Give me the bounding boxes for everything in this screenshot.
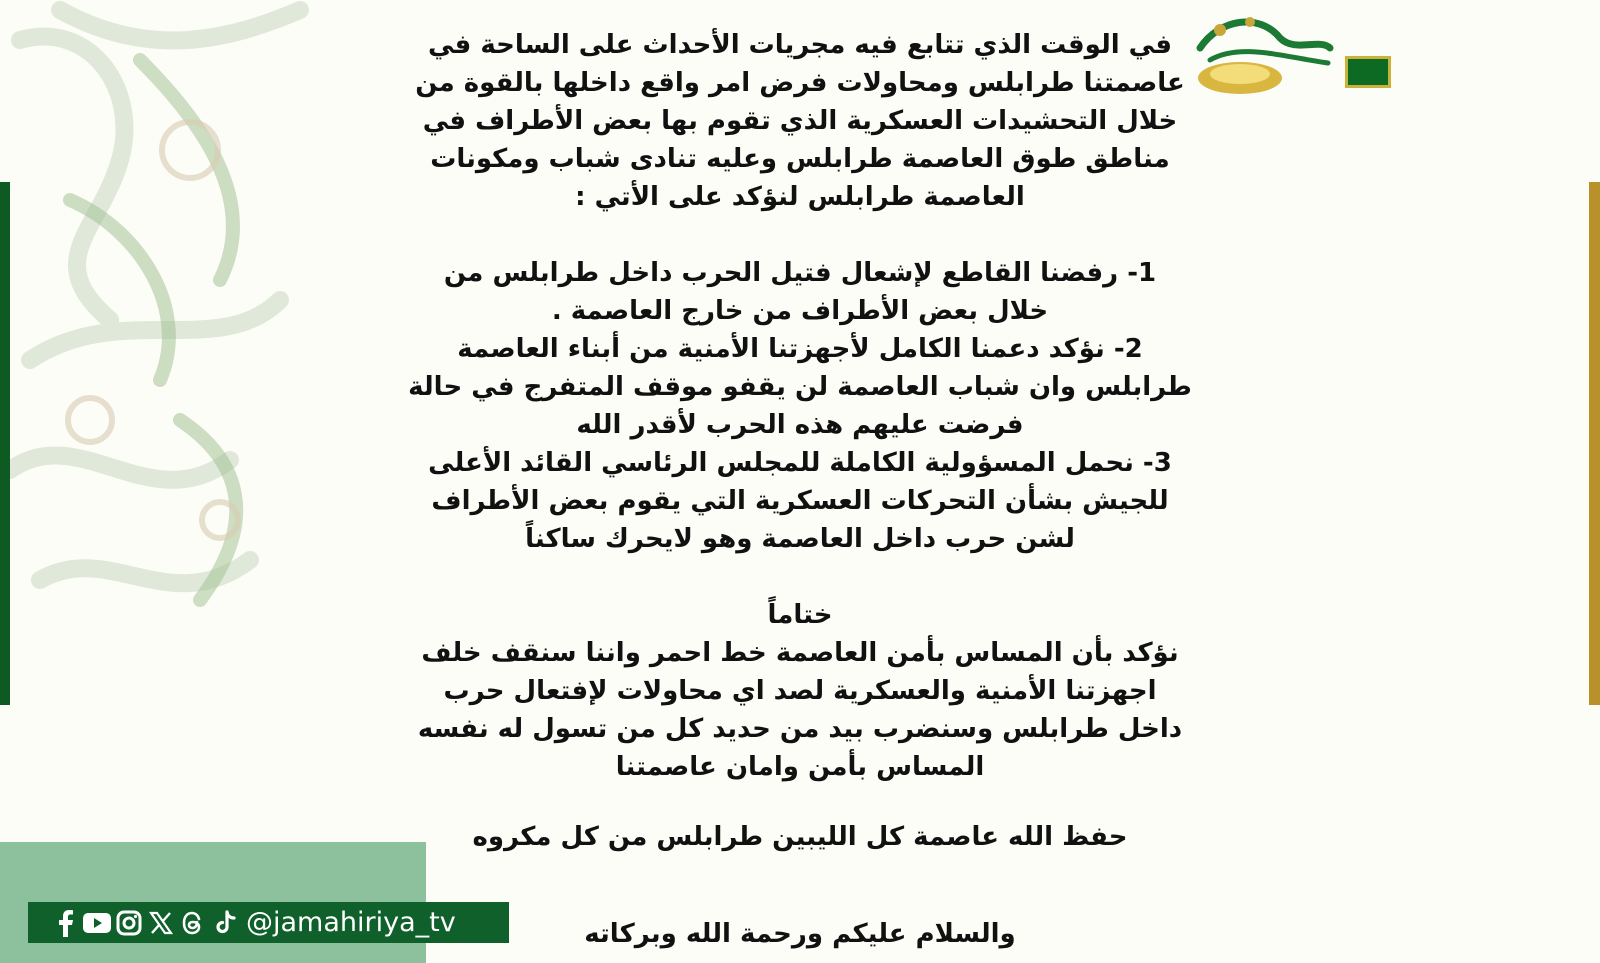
point-line: خلال بعض الأطراف من خارج العاصمة .	[551, 296, 1049, 326]
intro-line: في الوقت الذي تتابع فيه مجريات الأحداث على الساحة في	[427, 30, 1173, 60]
intro-line: مناطق طوق العاصمة طرابلس وعليه تنادى شباب ومكونات	[430, 144, 1170, 174]
facebook-icon[interactable]	[50, 908, 80, 938]
x-icon[interactable]	[146, 908, 176, 938]
point-2	[400, 330, 1200, 444]
intro-line: العاصمة طرابلس لنؤكد على الأتي :	[575, 182, 1025, 212]
closing-line: اجهزتنا الأمنية والعسكرية لصد اي محاولات لإفتعال حرب	[443, 676, 1157, 706]
spacer	[400, 216, 1200, 254]
youtube-icon[interactable]	[82, 908, 112, 938]
statement-body	[400, 26, 1200, 856]
intro-line: خلال التحشيدات العسكرية الذي تقوم بها بعض الأطراف في	[422, 106, 1178, 136]
spacer	[400, 558, 1200, 596]
point-line: فرضت عليهم هذه الحرب لأقدر الله	[576, 410, 1024, 440]
right-gold-stripe	[1589, 182, 1600, 705]
point-line: لشن حرب داخل العاصمة وهو لايحرك ساكناً	[525, 524, 1075, 554]
instagram-icon[interactable]	[114, 908, 144, 938]
tiktok-icon[interactable]	[210, 908, 240, 938]
closing-paragraph	[400, 634, 1200, 786]
prayer-line: حفظ الله عاصمة كل الليبين طرابلس من كل مكروه	[472, 822, 1128, 852]
closing-line: داخل طرابلس وسنضرب بيد من حديد كل من تسول له نفسه	[417, 714, 1183, 744]
intro-paragraph	[400, 26, 1200, 216]
spacer	[400, 786, 1200, 818]
point-line: 1- رفضنا القاطع لإشعال فتيل الحرب داخل طرابلس من	[443, 258, 1157, 288]
point-line: طرابلس وان شباب العاصمة لن يقفو موقف المتفرج في حالة	[408, 372, 1192, 402]
point-3	[400, 444, 1200, 558]
closing-line: نؤكد بأن المساس بأمن العاصمة خط احمر واننا سنقف خلف	[421, 638, 1179, 668]
point-line: للجيش بشأن التحركات العسكرية التي يقوم بعض الأطراف	[431, 486, 1169, 516]
closing-line: المساس بأمن وامان عاصمتنا	[615, 752, 985, 782]
channel-logo	[1180, 8, 1340, 98]
salutation-line: والسلام عليكم ورحمة الله وبركاته	[584, 919, 1016, 949]
point-line: 2- نؤكد دعمنا الكامل لأجهزتنا الأمنية من أبناء العاصمة	[457, 334, 1143, 364]
social-media-bar	[28, 902, 509, 943]
threads-icon[interactable]	[178, 908, 208, 938]
point-1	[400, 254, 1200, 330]
left-green-stripe	[0, 182, 10, 705]
logo-flag-emblem	[1345, 56, 1391, 88]
point-line: 3- نحمل المسؤولية الكاملة للمجلس الرئاسي القائد الأعلى	[428, 448, 1172, 478]
calligraphy-background-decoration	[0, 0, 330, 660]
intro-line: عاصمتنا طرابلس ومحاولات فرض امر واقع داخلها بالقوة من	[415, 68, 1185, 98]
closing-heading: ختاماً	[767, 600, 833, 630]
social-handle[interactable]: @jamahiriya_tv	[246, 907, 456, 938]
